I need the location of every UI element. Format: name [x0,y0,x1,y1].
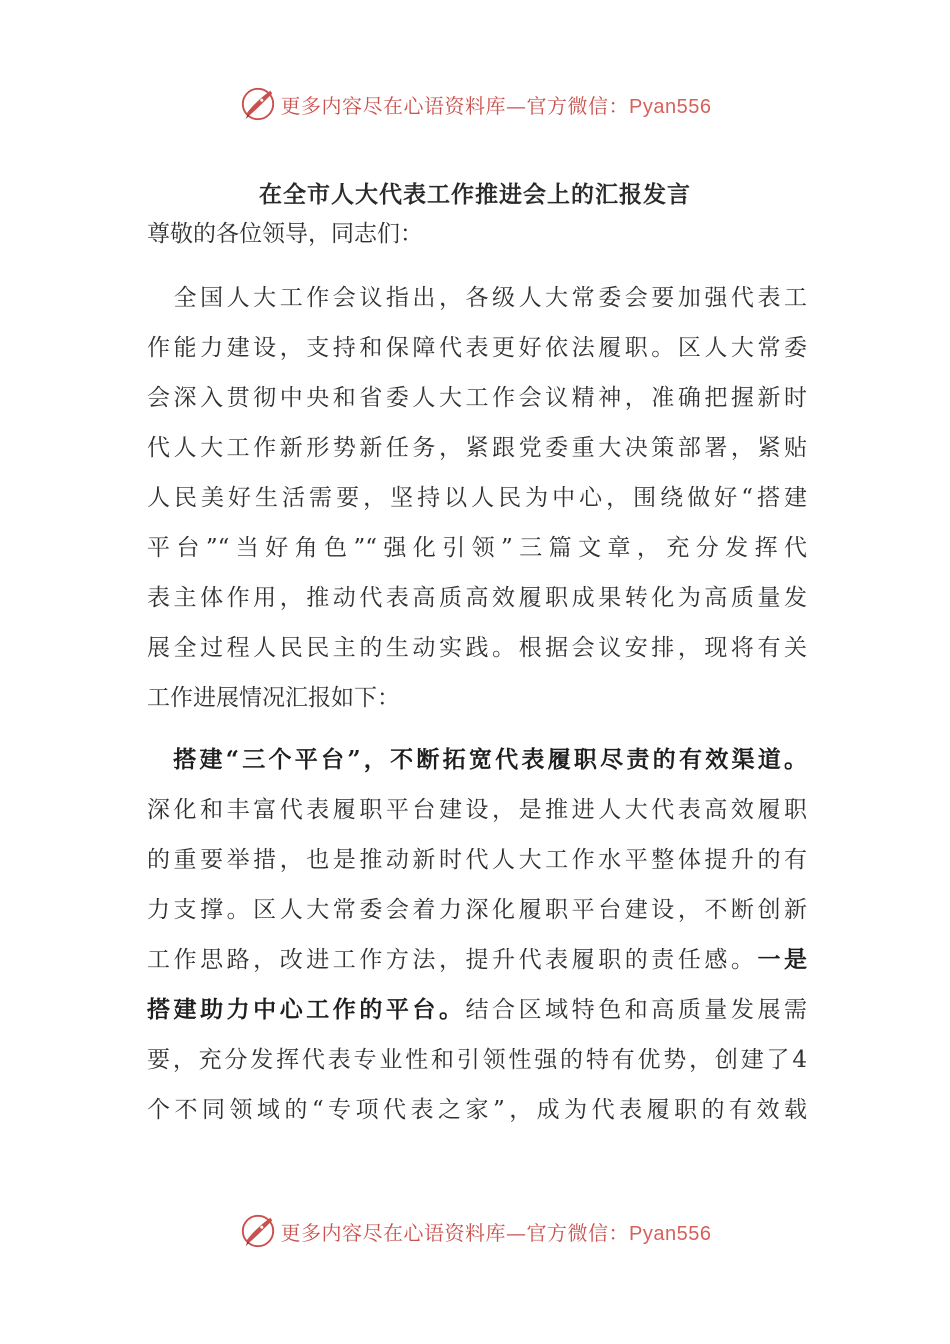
document-title: 在全市人大代表工作推进会上的汇报发言 [259,181,691,208]
para1-line: 作能力建设，支持和保障代表更好依法履职。区人大常委 [147,335,807,361]
para2-line-mixed [147,985,807,1035]
para2-line5-text: 结合区域特色和高质量发展需 [465,997,808,1023]
para2-line: 个不同领域的“专项代表之家”，成为代表履职的有效载 [147,1097,807,1123]
banner-wechat-label: 官方微信： [526,1220,630,1245]
para1-line: 表主体作用，推动代表高质高效履职成果转化为高质量发 [147,585,807,611]
para1-line: 平台”“当好角色”“强化引领”三篇文章，充分发挥代 [147,535,807,561]
para2-line: 要，充分发挥代表专业性和引领性强的特有优势，创建了4 [147,1047,807,1073]
para2-line: 力支撑。区人大常委会着力深化履职平台建设，不断创新 [147,897,807,923]
para2-line5-bold: 搭建助力中心工作的平台。 [147,996,466,1023]
banner-wechat-id: Pyan556 [629,95,712,118]
banner-prefix: 更多内容尽在心语资料库 [280,1220,507,1245]
section-heading: 搭建“三个平台”，不断拓宽代表履职尽责的有效渠道。 [147,746,807,773]
para1-line: 全国人大工作会议指出，各级人大常委会要加强代表工 [147,285,807,311]
footer-banner [0,1209,950,1253]
para1-line: 人民美好生活需要，坚持以人民为中心，围绕做好“搭建 [147,485,807,511]
para2-line-mixed [147,935,807,985]
header-banner-text [281,90,712,119]
banner-prefix: 更多内容尽在心语资料库 [280,93,507,118]
para2-line4-bold: 一是 [757,946,808,973]
salutation: 尊敬的各位领导，同志们： [147,221,423,247]
banner-wechat-id: Pyan556 [629,1222,712,1245]
banner-dash: — [506,1220,527,1245]
para1-line: 展全过程人民民主的生动实践。根据会议安排，现将有关 [147,635,807,661]
para1-line: 工作进展情况汇报如下： [147,685,400,711]
para1-line: 代人大工作新形势新任务，紧跟党委重大决策部署，紧贴 [147,435,807,461]
banner-dash: — [506,93,527,118]
banner-wechat-label: 官方微信： [526,93,630,118]
document-body [147,209,807,1135]
para2-line4-text: 工作思路，改进工作方法，提升代表履职的责任感。 [147,947,758,973]
para1-line: 会深入贯彻中央和省委人大工作会议精神，准确把握新时 [147,385,807,411]
footer-banner-text [281,1217,712,1246]
pen-nib-logo-icon [239,1212,277,1250]
para2-line: 的重要举措，也是推动新时代人大工作水平整体提升的有 [147,847,807,873]
para2-line: 深化和丰富代表履职平台建设，是推进人大代表高效履职 [147,797,807,823]
header-banner [0,82,950,126]
pen-nib-logo-icon [239,85,277,123]
